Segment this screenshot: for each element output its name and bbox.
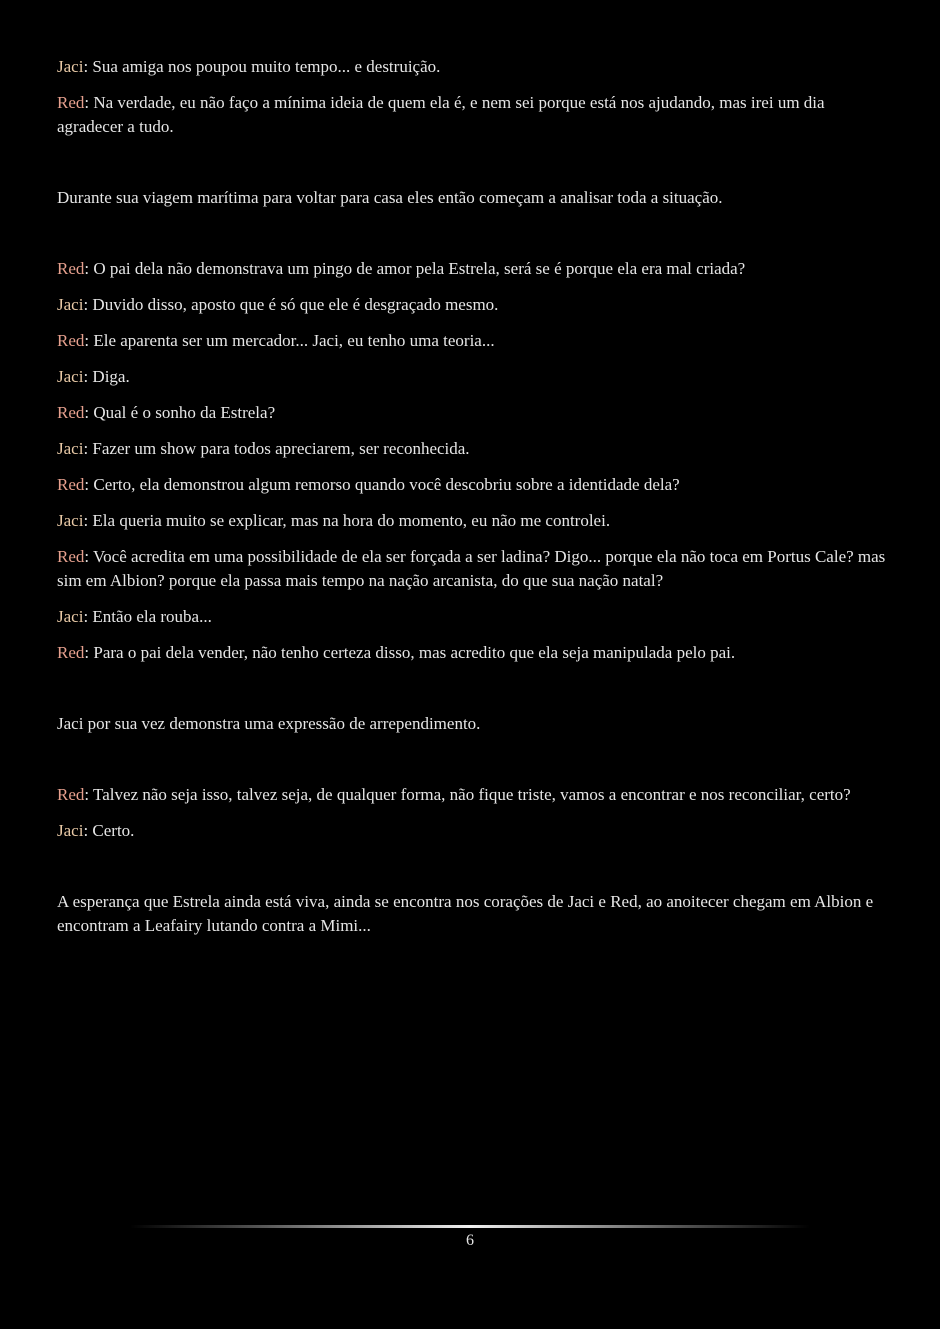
dialogue-text: : Duvido disso, aposto que é só que ele é desgraçado mesmo.: [83, 295, 499, 314]
dialogue-text: : Fazer um show para todos apreciarem, ser reconhecida.: [83, 439, 470, 458]
dialogue-text: : Você acredita em uma possibilidade de ela ser forçada a ser ladina? Digo... porque ela não toca em Portus Cale? mas sim em Albion? porque ela passa mais tempo na nação arcanista, do que sua nação natal?: [57, 547, 886, 590]
speaker-name: Red: [57, 259, 85, 278]
dialogue-text: : Ela queria muito se explicar, mas na hora do momento, eu não me controlei.: [83, 511, 611, 530]
dialogue-text: : Certo, ela demonstrou algum remorso quando você descobriu sobre a identidade dela?: [84, 475, 680, 494]
speaker-name: Red: [57, 331, 85, 350]
narration-paragraph: Jaci por sua vez demonstra uma expressão de arrependimento.: [57, 714, 481, 733]
dialogue-line: [57, 257, 887, 281]
dialogue-line: [57, 401, 887, 425]
speaker-name: Red: [57, 403, 85, 422]
speaker-name: Jaci: [57, 439, 84, 458]
dialogue-line: [57, 473, 887, 497]
dialogue-line: [57, 329, 887, 353]
dialogue-line: [57, 545, 887, 593]
paragraph-gap: [57, 677, 887, 712]
paragraph-gap: [57, 151, 887, 186]
dialogue-text: : Sua amiga nos poupou muito tempo... e destruição.: [83, 57, 441, 76]
speaker-name: Red: [57, 93, 85, 112]
paragraph-gap: [57, 855, 887, 890]
speaker-name: Red: [57, 475, 85, 494]
dialogue-text: : O pai dela não demonstrava um pingo de amor pela Estrela, será se é porque ela era mal criada?: [84, 259, 746, 278]
document-body: [57, 55, 887, 950]
paragraph-gap: [57, 748, 887, 783]
dialogue-text: : Qual é o sonho da Estrela?: [84, 403, 276, 422]
speaker-name: Red: [57, 785, 85, 804]
page-number: 6: [466, 1232, 474, 1249]
speaker-name: Jaci: [57, 295, 84, 314]
dialogue-line: [57, 293, 887, 317]
narration-paragraph: A esperança que Estrela ainda está viva, ainda se encontra nos corações de Jaci e Red, ao anoitecer chegam em Albion e encontram a Leafairy lutando contra a Mimi...: [57, 892, 874, 935]
dialogue-text: : Na verdade, eu não faço a mínima ideia de quem ela é, e nem sei porque está nos ajudando, mas irei um dia agradecer a tudo.: [57, 93, 825, 136]
dialogue-line: [57, 509, 887, 533]
dialogue-line: [57, 365, 887, 389]
dialogue-line: [57, 783, 887, 807]
speaker-name: Red: [57, 547, 85, 566]
dialogue-line: [57, 605, 887, 629]
dialogue-line: [57, 55, 887, 79]
narration-paragraph: Durante sua viagem marítima para voltar para casa eles então começam a analisar toda a situação.: [57, 188, 723, 207]
speaker-name: Jaci: [57, 821, 84, 840]
footer-divider: [130, 1225, 810, 1228]
paragraph-gap: [57, 222, 887, 257]
dialogue-text: : Ele aparenta ser um mercador... Jaci, eu tenho uma teoria...: [84, 331, 495, 350]
dialogue-line: [57, 437, 887, 461]
speaker-name: Jaci: [57, 367, 84, 386]
dialogue-text: : Talvez não seja isso, talvez seja, de qualquer forma, não fique triste, vamos a encontrar e nos reconciliar, certo?: [84, 785, 851, 804]
dialogue-line: [57, 641, 887, 665]
dialogue-line: [57, 91, 887, 139]
dialogue-text: : Para o pai dela vender, não tenho certeza disso, mas acredito que ela seja manipulada pelo pai.: [84, 643, 736, 662]
dialogue-line: [57, 819, 887, 843]
speaker-name: Jaci: [57, 511, 84, 530]
dialogue-text: : Diga.: [83, 367, 130, 386]
dialogue-text: : Então ela rouba...: [83, 607, 212, 626]
speaker-name: Jaci: [57, 57, 84, 76]
speaker-name: Jaci: [57, 607, 84, 626]
speaker-name: Red: [57, 643, 85, 662]
dialogue-text: : Certo.: [83, 821, 135, 840]
